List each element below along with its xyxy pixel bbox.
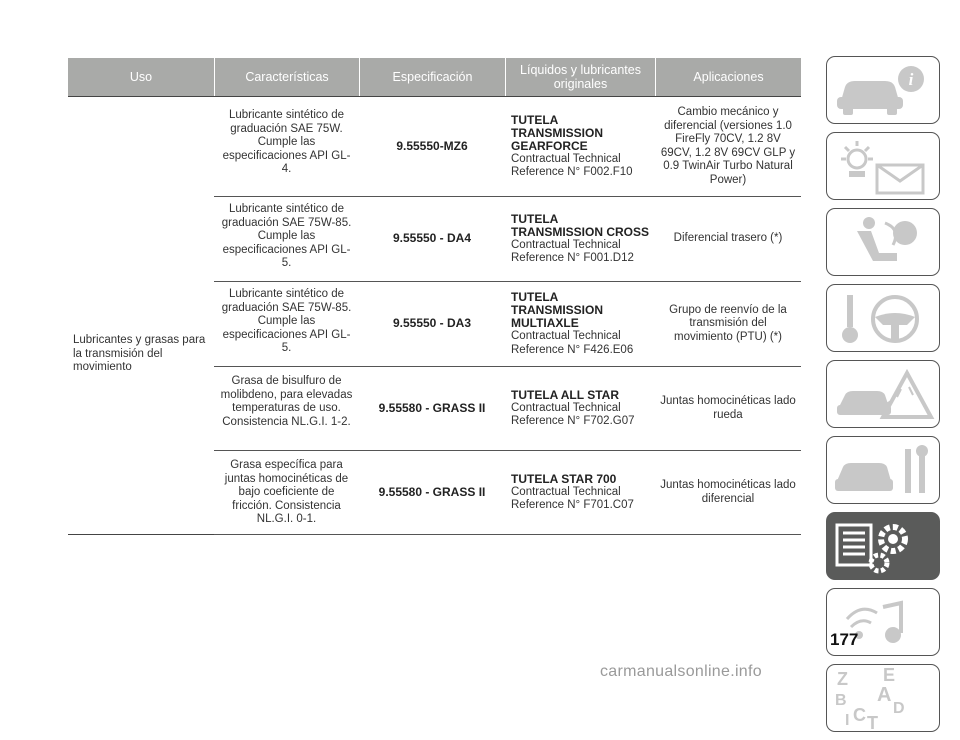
liquido-cell [505, 367, 655, 450]
lubricants-table [68, 58, 801, 535]
liquido-name: TUTELA STAR 700 [511, 471, 617, 486]
table-row [214, 97, 801, 197]
caracteristicas-cell: Lubricante sintético de graduación SAE 75W-85. Cumple las especificaciones API GL-5. [221, 203, 352, 269]
uso-column [68, 97, 214, 535]
svg-text:i: i [908, 70, 914, 89]
especificacion-cell: 9.55550 - DA4 [392, 231, 472, 246]
table-row [214, 282, 801, 367]
liquido-reference: Contractual Technical Reference N° F002.F10 [511, 152, 633, 178]
aplicaciones-cell: Cambio mecánico y diferencial (versiones 1.0 FireFly 70CV, 1.2 8V 69CV, 1.2 8V 69CV GLP y 0.9 TwinAir Turbo Natural Power) [660, 106, 796, 186]
index-letter: C [853, 705, 866, 725]
caracteristicas-cell: Lubricante sintético de graduación SAE 75W. Cumple las especificaciones API GL-4. [222, 109, 351, 175]
aplicaciones-cell: Juntas homocinéticas lado rueda [660, 395, 796, 421]
liquido-reference: Contractual Technical Reference N° F426.E06 [511, 330, 634, 356]
especificacion-cell: 9.55550 - DA3 [392, 316, 472, 331]
tab-maintenance[interactable] [826, 436, 940, 504]
liquido-cell [505, 451, 655, 534]
header-liquidos: Líquidos y lubricantes originales [505, 58, 655, 96]
tab-emergency[interactable] [826, 360, 940, 428]
index-letter: T [867, 713, 878, 733]
header-aplicaciones: Aplicaciones [655, 58, 801, 96]
caracteristicas-cell: Grasa específica para juntas homocinéticas de bajo coeficiente de fricción. Consistencia NL.G.I. 0-1. [224, 459, 349, 525]
index-letter: D [893, 700, 905, 717]
index-letter: I [845, 712, 850, 729]
tab-key-steering[interactable] [826, 284, 940, 352]
caracteristicas-cell: Grasa de bisulfuro de molibdeno, para elevadas temperaturas de uso. Consistencia NL.G.I. 1-2. [220, 375, 353, 428]
emergency-warning-triangle-icon [827, 361, 941, 429]
liquido-name: TUTELA TRANSMISSION CROSS [511, 211, 650, 239]
index-letter: Z [837, 669, 848, 689]
index-letter: A [877, 684, 892, 706]
liquido-name: TUTELA TRANSMISSION GEARFORCE [511, 112, 604, 153]
aplicaciones-cell: Grupo de reenvío de la transmisión del movimiento (PTU) (*) [669, 303, 787, 343]
especificacion-cell: 9.55550-MZ6 [396, 138, 468, 153]
uso-bottom-rule [68, 534, 214, 535]
header-caracteristicas: Características [214, 58, 359, 96]
liquido-reference: Contractual Technical Reference N° F702.G07 [511, 401, 635, 427]
liquido-reference: Contractual Technical Reference N° F701.C07 [511, 485, 634, 511]
header-especificacion: Especificación [359, 58, 505, 96]
index-letter: E [883, 665, 896, 685]
table-row [214, 451, 801, 535]
tab-technical-data[interactable] [826, 512, 940, 580]
tab-car-info[interactable] [826, 56, 940, 124]
watermark: carmanualsonline.info [600, 663, 762, 680]
liquido-cell [505, 282, 655, 366]
caracteristicas-cell: Lubricante sintético de graduación SAE 75W-85. Cumple las especificaciones API GL-5. [221, 288, 352, 354]
aplicaciones-cell: Diferencial trasero (*) [673, 232, 783, 245]
tab-seat-airbag[interactable] [826, 208, 940, 276]
alphabetical-index-icon [827, 665, 941, 733]
especificacion-cell: 9.55580 - GRASS II [378, 484, 486, 499]
especificacion-cell: 9.55580 - GRASS II [378, 400, 486, 415]
table-rows [214, 97, 801, 535]
tab-index[interactable] [826, 664, 940, 732]
uso-cell: Lubricantes y grasas para la transmisión del movimiento [73, 334, 206, 373]
car-info-icon [827, 57, 941, 125]
aplicaciones-cell: Juntas homocinéticas lado diferencial [660, 479, 796, 505]
warning-lights-message-icon [827, 133, 941, 201]
technical-data-gears-icon [827, 513, 941, 581]
table-body [68, 97, 801, 535]
table-row [214, 197, 801, 282]
header-uso: Uso [129, 70, 153, 84]
liquido-cell [505, 197, 655, 281]
index-letter: B [835, 692, 847, 709]
seat-airbag-icon [827, 209, 941, 277]
page-number: 177 [830, 630, 859, 649]
liquido-reference: Contractual Technical Reference N° F001.D12 [511, 238, 634, 264]
liquido-name: TUTELA TRANSMISSION MULTIAXLE [511, 290, 604, 330]
liquido-cell [505, 97, 655, 196]
table-header [68, 58, 801, 96]
key-steering-wheel-icon [827, 285, 941, 353]
car-maintenance-tools-icon [827, 437, 941, 505]
tab-warning-lights[interactable] [826, 132, 940, 200]
liquido-name: TUTELA ALL STAR [511, 387, 619, 402]
table-row [214, 367, 801, 451]
